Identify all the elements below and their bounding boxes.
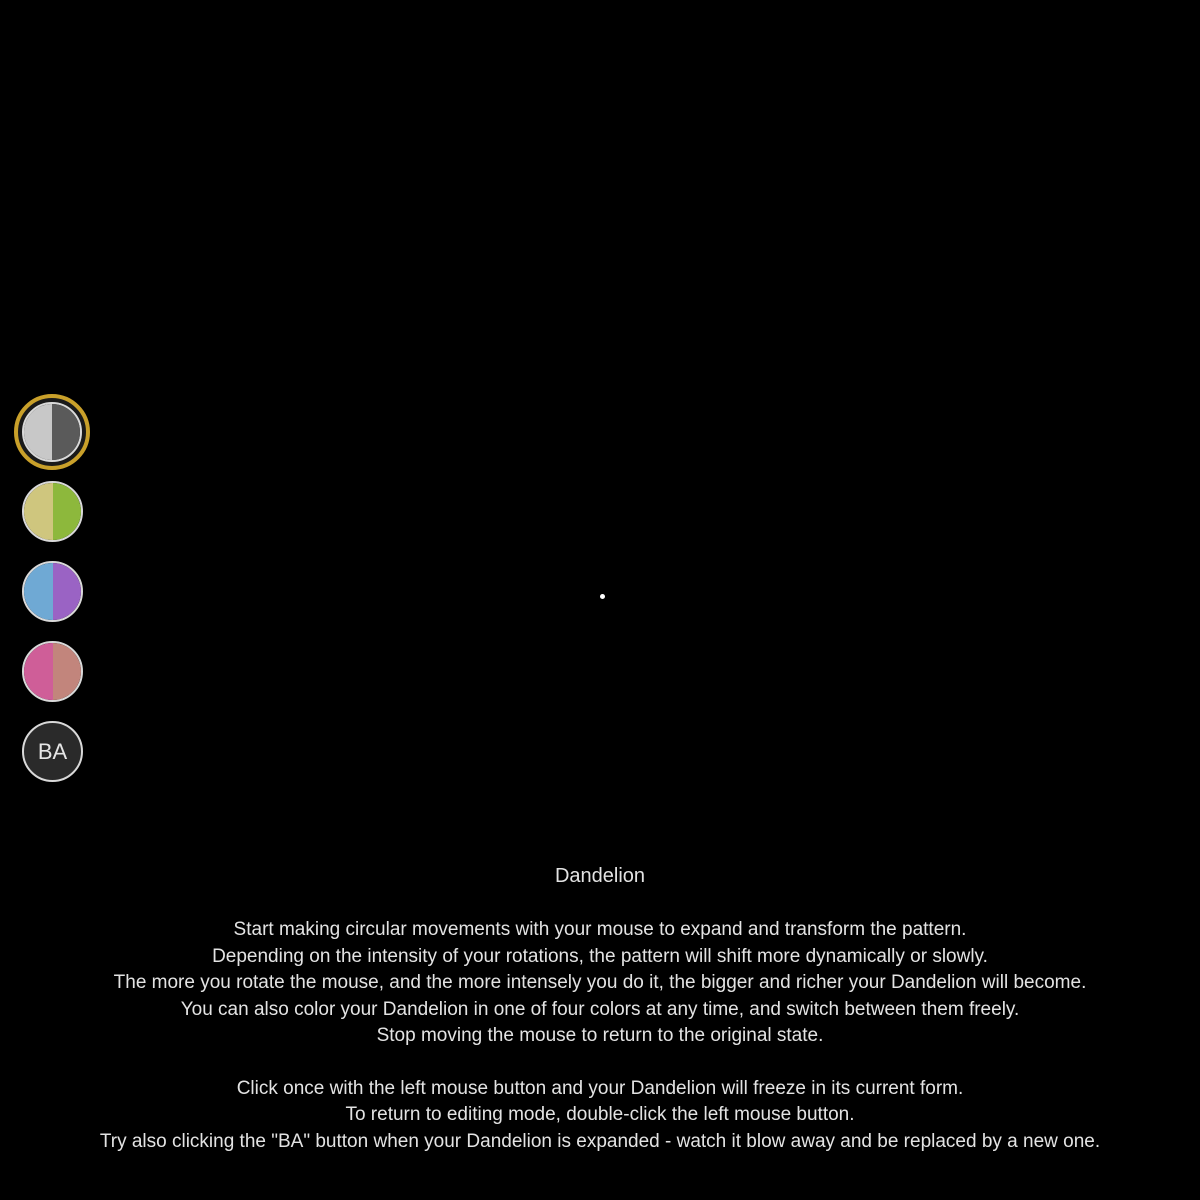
instructions-line: To return to editing mode, double-click the left mouse button. — [345, 1104, 855, 1125]
swatch-blue-right-half — [53, 563, 82, 620]
swatch-gray-left-half — [24, 404, 52, 460]
instructions-line: You can also color your Dandelion in one of four colors at any time, and switch between them freely. — [180, 998, 1020, 1020]
color-swatch-pink[interactable] — [22, 641, 83, 702]
color-swatch-blue[interactable] — [22, 561, 83, 622]
swatch-gray-fill — [22, 402, 82, 462]
swatch-pink-left-half — [24, 643, 53, 700]
swatch-green-left-half — [24, 483, 53, 540]
instructions-line: The more you rotate the mouse, and the more intensely you do it, the bigger and richer your Dandelion will become. — [113, 972, 1087, 993]
swatch-pink-right-half — [53, 643, 82, 700]
color-swatch-gray[interactable] — [14, 394, 90, 470]
swatch-green-fill — [22, 481, 83, 542]
swatch-gray-right-half — [52, 404, 80, 460]
instructions-panel — [0, 862, 1200, 1155]
swatch-green-right-half — [53, 483, 82, 540]
swatch-blue-left-half — [24, 563, 53, 620]
instructions-line: Stop moving the mouse to return to the original state. — [376, 1025, 824, 1046]
instructions-line: Click once with the left mouse button and your Dandelion will freeze in its current form. — [236, 1077, 964, 1099]
swatch-pink-fill — [22, 641, 83, 702]
instructions-title: Dandelion — [554, 865, 646, 887]
instructions-line: Try also clicking the "BA" button when your Dandelion is expanded - watch it blow away and be replaced by a new one. — [99, 1130, 1101, 1152]
instructions-line: Start making circular movements with your mouse to expand and transform the pattern. — [233, 919, 967, 940]
blow-away-button[interactable]: BA — [22, 721, 83, 782]
color-swatch-green[interactable] — [22, 481, 83, 542]
paragraph-spacer — [0, 1050, 1200, 1076]
swatch-blue-fill — [22, 561, 83, 622]
dandelion-seed-dot — [600, 594, 605, 599]
instructions-line: Depending on the intensity of your rotations, the pattern will shift more dynamically or slowly. — [212, 945, 988, 967]
